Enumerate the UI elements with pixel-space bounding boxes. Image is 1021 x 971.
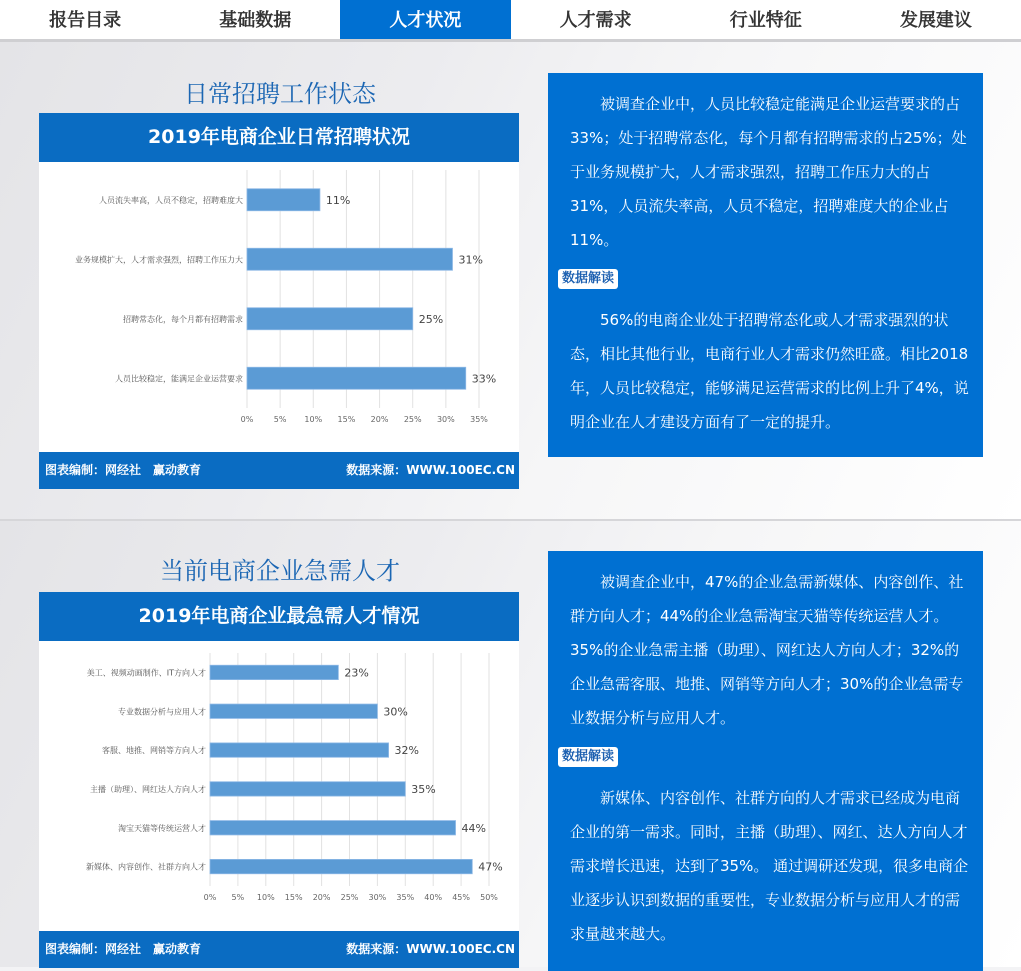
category-label: 业务规模扩大，人才需求强烈，招聘工作压力大 bbox=[75, 255, 243, 265]
data-interpretation-badge: 数据解读 bbox=[558, 269, 618, 289]
bar bbox=[210, 782, 405, 796]
x-tick-label: 30% bbox=[436, 415, 455, 424]
tab-4[interactable]: 行业特征 bbox=[729, 10, 802, 31]
x-tick-label: 50% bbox=[480, 893, 498, 902]
data-label: 30% bbox=[383, 705, 408, 719]
analysis-box bbox=[548, 73, 983, 457]
x-tick-label: 10% bbox=[256, 893, 275, 902]
category-label: 主播（助理）、网红达人方向人才 bbox=[90, 784, 206, 794]
chart-plot bbox=[39, 641, 519, 931]
chart-footer bbox=[39, 452, 519, 489]
summary-text: 被调查企业中，人员比较稳定能满足企业运营要求的占33%；处于招聘常态化，每个月都有招聘需求的占25%；处于业务规模扩大，人才需求强烈，招聘工作压力大的占31%，人员流失率高，人员不稳定，招聘难度大的企业占11%。 bbox=[570, 95, 967, 249]
chart-recruitment-status bbox=[39, 113, 519, 489]
tab-3[interactable]: 人才需求 bbox=[559, 10, 632, 31]
x-tick-label: 35% bbox=[396, 893, 415, 902]
x-tick-label: 5% bbox=[273, 415, 287, 424]
chart-source: 数据来源：WWW.100EC.CN bbox=[346, 463, 515, 477]
x-tick-label: 10% bbox=[304, 415, 323, 424]
section-title: 日常招聘工作状态 bbox=[184, 80, 376, 108]
data-interpretation-badge: 数据解读 bbox=[558, 747, 618, 767]
tab-2[interactable]: 人才状况 bbox=[340, 0, 510, 39]
bar bbox=[210, 704, 377, 718]
category-label: 新媒体、内容创作、社群方向人才 bbox=[86, 862, 206, 872]
data-label: 25% bbox=[418, 312, 444, 326]
category-label: 淘宝天猫等传统运营人才 bbox=[118, 823, 206, 833]
x-tick-label: 35% bbox=[470, 415, 488, 424]
bar bbox=[210, 821, 456, 835]
x-tick-label: 40% bbox=[424, 893, 443, 902]
x-tick-label: 30% bbox=[368, 893, 387, 902]
bar bbox=[247, 367, 466, 389]
section-title: 当前电商企业急需人才 bbox=[160, 557, 400, 585]
bar bbox=[210, 859, 472, 873]
bar bbox=[210, 665, 338, 679]
x-tick-label: 15% bbox=[284, 893, 303, 902]
data-label: 35% bbox=[411, 782, 436, 796]
chart-urgent-talent bbox=[39, 592, 519, 968]
data-label: 23% bbox=[344, 666, 369, 680]
section-recruitment-status bbox=[0, 42, 1021, 520]
x-tick-label: 15% bbox=[337, 415, 356, 424]
chart-plot bbox=[39, 162, 519, 452]
chart-title: 2019年电商企业日常招聘状况 bbox=[39, 113, 519, 162]
data-label: 32% bbox=[394, 744, 420, 758]
data-label: 33% bbox=[471, 372, 497, 386]
category-label: 人员比较稳定，能满足企业运营要求 bbox=[115, 374, 243, 384]
bar bbox=[247, 248, 452, 270]
bar bbox=[247, 308, 413, 330]
section-urgent-talent bbox=[0, 521, 1021, 967]
x-tick-label: 20% bbox=[370, 415, 389, 424]
data-label: 47% bbox=[478, 860, 503, 874]
x-tick-label: 5% bbox=[231, 893, 245, 902]
bar bbox=[210, 743, 389, 757]
chart-credit: 图表编制：网经社 赢动教育 bbox=[45, 942, 202, 956]
bar bbox=[247, 189, 320, 211]
top-nav bbox=[0, 0, 1021, 42]
chart-source: 数据来源：WWW.100EC.CN bbox=[346, 942, 515, 956]
data-label: 11% bbox=[325, 193, 351, 207]
category-label: 人员流失率高，人员不稳定，招聘难度大 bbox=[99, 195, 243, 205]
chart-title: 2019年电商企业最急需人才情况 bbox=[39, 592, 519, 641]
chart-credit: 图表编制：网经社 赢动教育 bbox=[45, 463, 202, 477]
tab-5[interactable]: 发展建议 bbox=[899, 10, 972, 31]
chart-footer bbox=[39, 931, 519, 968]
x-tick-label: 25% bbox=[403, 415, 422, 424]
x-tick-label: 45% bbox=[452, 893, 470, 902]
x-tick-label: 25% bbox=[340, 893, 359, 902]
tab-1[interactable]: 基础数据 bbox=[219, 10, 292, 31]
x-tick-label: 20% bbox=[312, 893, 331, 902]
x-tick-label: 0% bbox=[240, 415, 254, 424]
data-label: 31% bbox=[458, 253, 483, 267]
category-label: 客服、地推、网销等方向人才 bbox=[102, 746, 206, 756]
category-label: 美工、视频动画制作、IT方向人才 bbox=[86, 668, 206, 678]
summary-text: 被调查企业中，47%的企业急需新媒体、内容创作、社群方向人才；44%的企业急需淘宝天猫等传统运营人才。35%的企业急需主播（助理）、网红达人方向人才；32%的企业急需客服、地推、网销等方向人才；30%的企业急需专业数据分析与应用人才。 bbox=[570, 573, 964, 727]
analysis-box bbox=[548, 551, 983, 971]
category-label: 招聘常态化，每个月都有招聘需求 bbox=[123, 314, 243, 324]
interpretation-text: 56%的电商企业处于招聘常态化或人才需求强烈的状态，相比其他行业，电商行业人才需求仍然旺盛。相比2018年，人员比较稳定，能够满足运营需求的比例上升了4%，说明企业在人才建设方面有了一定的提升。 bbox=[570, 311, 969, 431]
interpretation-text: 新媒体、内容创作、社群方向的人才需求已经成为电商企业的第一需求。同时，主播（助理）、网红、达人方向人才需求增长迅速，达到了35%。 通过调研还发现，很多电商企业逐步认识到数据的重要性，专业数据分析与应用人才的需求量越来越大。 bbox=[570, 789, 969, 943]
x-tick-label: 0% bbox=[203, 893, 217, 902]
category-label: 专业数据分析与应用人才 bbox=[118, 707, 206, 717]
tab-0[interactable]: 报告目录 bbox=[49, 10, 122, 31]
data-label: 44% bbox=[461, 821, 486, 835]
